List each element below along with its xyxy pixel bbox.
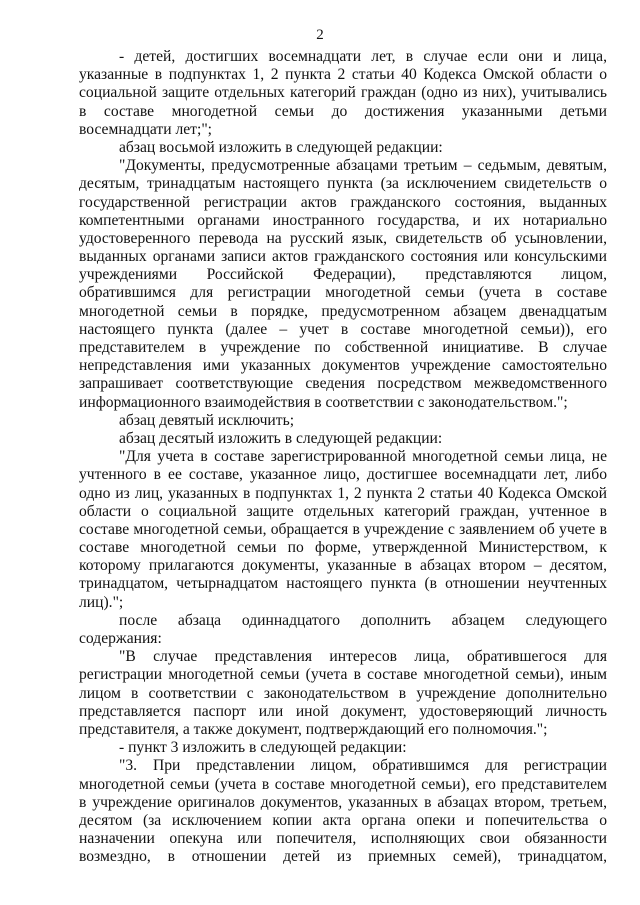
text-line: - детей, достигших восемнадцати лет, в случае если они и лица, (119, 48, 607, 65)
text-line: многодетной семьи (учета в составе многодетной семьи), его представителем (79, 775, 607, 793)
text-line: запрашивает соответствующие сведения посредством межведомственного (79, 375, 607, 393)
text-line: абзац десятый изложить в следующей редакции: (119, 429, 443, 447)
paragraph (79, 48, 607, 139)
paragraph (79, 739, 607, 757)
paragraph (79, 757, 607, 866)
paragraph (79, 412, 607, 430)
text-line: "Для учета в составе зарегистрированной многодетной семьи лица, не (119, 448, 607, 466)
text-line: абзац восьмой изложить в следующей редакции: (119, 138, 443, 156)
text-line: абзац девятый исключить; (119, 411, 295, 429)
text-line: в учреждение оригиналов документов, указанных в абзацах втором, третьем, (79, 793, 607, 811)
text-line: представляется паспорт или иной документ, удостоверяющий личность (79, 702, 607, 720)
text-line: учреждениями Российской Федерации), представляются лицом, (79, 266, 607, 284)
paragraph (79, 648, 607, 739)
text-line: компетентными органами иностранного государства, и их нотариально (79, 211, 607, 229)
text-line: одно из лиц, указанных в подпунктах 1, 2 пункта 2 статьи 40 Кодекса Омской (79, 484, 607, 502)
text-line: которому прилагаются документы, указанные в абзацах втором – десятом, (79, 557, 607, 575)
text-line: настоящего пункта (далее – учет в составе многодетной семьи)), его (79, 320, 607, 338)
text-line: социальной защите отдельных категорий граждан (одно из них), учитывались (79, 84, 607, 102)
text-line: информационного взаимодействия в соответствии с законодательством."; (79, 393, 568, 411)
text-line: "3. При представлении лицом, обратившимся для регистрации (119, 757, 607, 775)
text-line: десятом (за исключением копии акта органа опеки и попечительства о (79, 811, 607, 829)
text-line: в составе многодетной семьи до достижения указанными детьми (79, 102, 607, 120)
text-line: представителя, а также документ, подтверждающий его полномочия."; (79, 720, 548, 738)
text-line: десятым, тринадцатым настоящего пункта (за исключением свидетельств о (79, 175, 607, 193)
text-line: назначении опекуна или попечителя, исполняющих свои обязанности (79, 830, 607, 848)
page-number: 2 (316, 27, 324, 43)
text-line: тринадцатом, четырнадцатом настоящего пункта (в отношении неучтенных (79, 575, 607, 593)
paragraph (79, 448, 607, 612)
text-line: обратившимся для регистрации многодетной семьи (учета в составе (79, 284, 607, 302)
document-body (79, 48, 607, 866)
text-line: многодетной семьи в порядке, предусмотренном абзацем двенадцатым (79, 302, 607, 320)
text-line: - пункт 3 изложить в следующей редакции: (119, 739, 407, 757)
text-line: представителем в учреждение по собственной инициативе. В случае (79, 339, 607, 356)
text-line: государственной регистрации актов гражданского состояния, выданных (79, 193, 607, 211)
text-line: восемнадцати лет;"; (79, 120, 213, 138)
text-line: области о социальной защите отдельных категорий граждан, учтенное в (79, 502, 607, 520)
paragraph (79, 139, 607, 157)
text-line: "В случае представления интересов лица, обратившегося для (119, 648, 607, 666)
paragraph (79, 157, 607, 412)
text-line: составе многодетной семьи по форме, утвержденной Министерством, к (79, 539, 607, 557)
text-line: указанные в подпунктах 1, 2 пункта 2 статьи 40 Кодекса Омской области о (79, 66, 607, 84)
text-line: лицом в соответствии с законодательством в учреждение дополнительно (79, 684, 607, 702)
text-line: содержания: (79, 630, 162, 647)
text-line: выданных органами записи актов гражданского состояния или консульскими (79, 248, 607, 266)
text-line: возмездно, в отношении детей из приемных семей), тринадцатом, (79, 848, 607, 866)
text-line: удостоверенного перевода на русский язык, свидетельств об усыновлении, (79, 229, 607, 247)
text-line: регистрации многодетной семьи (учета в составе многодетной семьи), иным (79, 666, 607, 684)
paragraph (79, 430, 607, 448)
text-line: после абзаца одиннадцатого дополнить абзацем следующего (119, 611, 607, 629)
text-line: лиц)."; (79, 593, 124, 611)
text-line: составе многодетной семьи, обращается в учреждение с заявлением об учете в (79, 520, 607, 538)
paragraph (79, 612, 607, 648)
text-line: учтенного в ее составе, указанное лицо, достигшее восемнадцати лет, либо (79, 466, 607, 484)
text-line: непредставления ими указанных документов учреждение самостоятельно (79, 357, 607, 375)
text-line: "Документы, предусмотренные абзацами третьим – седьмым, девятым, (119, 157, 607, 175)
